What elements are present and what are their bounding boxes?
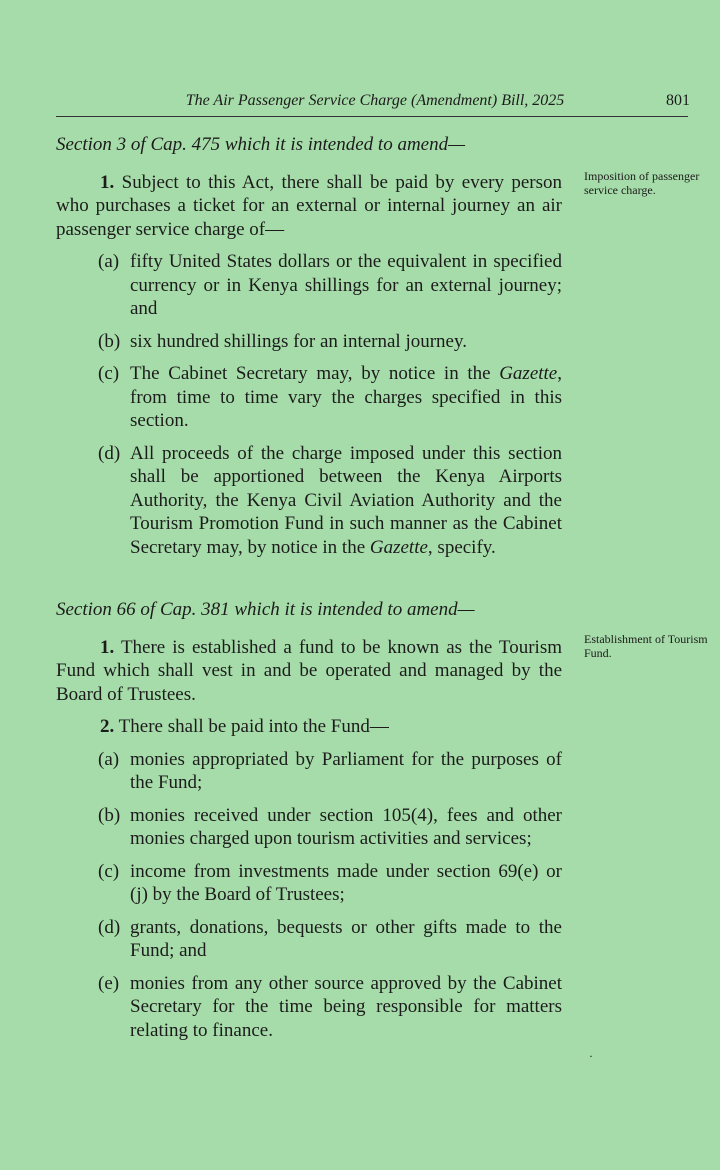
clause-1 bbox=[56, 636, 562, 707]
section-heading: Section 3 of Cap. 475 which it is intended to amend— bbox=[56, 134, 465, 155]
list-item bbox=[56, 362, 562, 433]
item-label: (c) bbox=[98, 363, 120, 384]
item-text: monies appropriated by Parliament for the purposes of the Fund; bbox=[130, 748, 562, 793]
list-item bbox=[56, 442, 562, 560]
section-cap-475 bbox=[56, 133, 562, 559]
page-number: 801 bbox=[666, 92, 690, 109]
clause-number: 1. bbox=[100, 171, 115, 193]
clause-number: 1. bbox=[100, 636, 115, 658]
item-label: (e) bbox=[98, 972, 120, 994]
list-item bbox=[56, 748, 562, 795]
item-label: (b) bbox=[98, 330, 121, 352]
clause-text: Subject to this Act, there shall be paid by every person who purchases a ticket for an external or internal journey an air passenger service charge of— bbox=[56, 171, 562, 240]
item-text: fifty United States dollars or the equivalent in specified currency or in Kenya shillings for an external journey; and bbox=[130, 251, 562, 319]
list-item bbox=[56, 250, 562, 321]
clause-1 bbox=[56, 171, 562, 242]
item-label: (d) bbox=[98, 442, 121, 464]
clause-number: 2. bbox=[100, 716, 115, 737]
item-text: monies received under section 105(4), fees and other monies charged upon tourism activities and services; bbox=[130, 804, 562, 849]
item-text: grants, donations, bequests or other gifts made to the Fund; and bbox=[130, 916, 562, 961]
list-item bbox=[56, 860, 562, 907]
clause-text: There is established a fund to be known as the Tourism Fund which shall vest in and be operated and managed by the Board of Trustees. bbox=[56, 636, 562, 705]
item-text: The Cabinet Secretary may, by notice in the Gazette, from time to time vary the charges specified in this section. bbox=[130, 363, 562, 431]
clause-2 bbox=[56, 715, 562, 739]
item-label: (a) bbox=[98, 748, 120, 770]
running-header-title: The Air Passenger Service Charge (Amendment) Bill, 2025 bbox=[185, 92, 565, 109]
list-item bbox=[56, 804, 562, 851]
item-text: All proceeds of the charge imposed under this section shall be apportioned between the Kenya Airports Authority, the Kenya Civil Aviation Authority and the Tourism Promotion Fund in such manner as the Cabinet Secretary may, by notice in the Gazette, specify. bbox=[130, 442, 562, 558]
list-item bbox=[56, 972, 562, 1043]
section-cap-381 bbox=[56, 598, 562, 1042]
clause-text: There shall be paid into the Fund— bbox=[118, 716, 389, 737]
item-text: six hundred shillings for an internal journey. bbox=[130, 330, 468, 352]
list-item bbox=[56, 916, 562, 963]
section-heading: Section 66 of Cap. 381 which it is intended to amend— bbox=[56, 599, 475, 620]
item-text: monies from any other source approved by the Cabinet Secretary for the time being responsible for matters relating to finance. bbox=[130, 972, 562, 1041]
item-label: (c) bbox=[98, 860, 120, 882]
header-rule bbox=[56, 116, 688, 117]
item-text: income from investments made under section 69(e) or (j) by the Board of Trustees; bbox=[130, 860, 562, 905]
list-item bbox=[56, 330, 562, 354]
item-label: (b) bbox=[98, 804, 121, 826]
margin-note-passenger-charge: Imposition of passenger service charge. bbox=[584, 169, 700, 197]
item-label: (a) bbox=[98, 251, 120, 272]
margin-note-tourism-fund: Establishment of Tourism Fund. bbox=[584, 632, 708, 660]
stray-mark: · bbox=[589, 1049, 593, 1063]
item-label: (d) bbox=[98, 916, 121, 938]
